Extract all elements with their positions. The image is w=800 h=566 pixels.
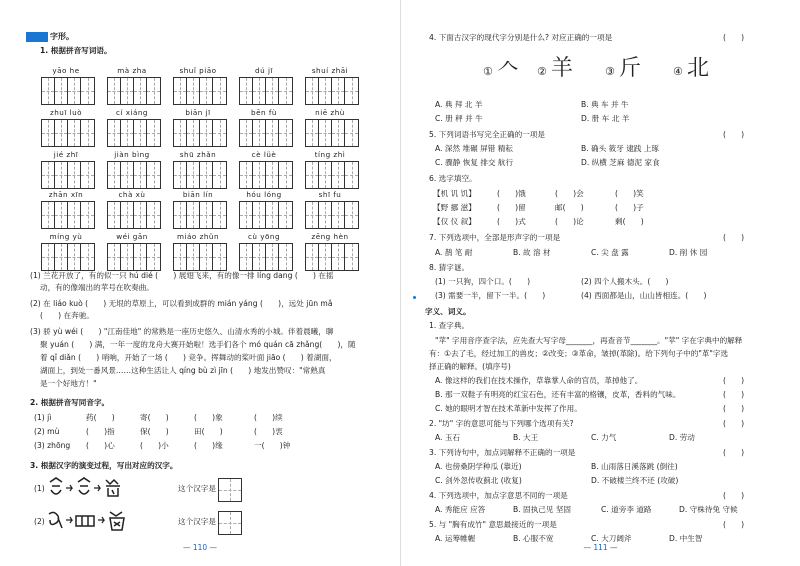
answer-grid[interactable] xyxy=(41,77,95,105)
glyph-number: ③ xyxy=(605,65,615,78)
q5-option-d[interactable]: D. 纵横 芝麻 德泥 家食 xyxy=(581,158,660,167)
answer-grid[interactable] xyxy=(173,161,227,189)
glyph-number: ② xyxy=(537,65,547,78)
s2q5-paren: ( ) xyxy=(723,520,745,529)
q6-blank[interactable]: ( )子 xyxy=(615,203,644,212)
q4-option-a[interactable]: A. 典 拜 北 羊 xyxy=(435,100,483,109)
s2q5-option-d[interactable]: D. 中生智 xyxy=(669,534,703,543)
section2-p2: 有：①去了毛，经过加工的兽皮；②改变；③革命，皱掉(革除)。给下列句子中的"革"字选 xyxy=(429,349,729,358)
section2-item-a-paren[interactable]: ( ) xyxy=(723,376,745,385)
q4-title: 4. 下面古汉字的现代字分别是什么? 对应正确的一项是 xyxy=(429,33,613,42)
answer-grid[interactable] xyxy=(305,119,359,147)
s2q3-option-b[interactable]: B. 山雨落日溪落跳 (倒往) xyxy=(591,462,678,471)
section2-title: 字义、词义。 xyxy=(425,307,471,316)
answer-grid[interactable] xyxy=(239,119,293,147)
q1-fill-p3a: (3) 骄 yù wéi ( ) "江南佳地" 的常熟是一座历史悠久、山清水秀的小城。伴着晨曦，聊 xyxy=(30,327,334,336)
q2-blank[interactable]: 田( ) xyxy=(194,427,223,436)
pinyin-label: bēn fù xyxy=(251,108,277,117)
pinyin-label: jiàn bìng xyxy=(114,150,150,159)
section2-item-b-paren[interactable]: ( ) xyxy=(723,390,745,399)
s2q4-option-b[interactable]: B. 固执己见 坚固 xyxy=(513,505,572,514)
s2q3-option-a[interactable]: A. 也傍桑阴学种瓜 (靠近) xyxy=(435,462,522,471)
answer-grid[interactable] xyxy=(41,119,95,147)
pinyin-label: cè lüè xyxy=(251,150,277,159)
answer-grid[interactable] xyxy=(305,77,359,105)
page-number-right: — 111 — xyxy=(583,543,618,552)
q2-blank[interactable]: 保( ) xyxy=(140,427,169,436)
ancient-glyph: 斤 xyxy=(619,56,642,81)
pinyin-label: niē zhù xyxy=(315,108,345,117)
q2-blank[interactable]: ( )衷 xyxy=(254,427,283,436)
q6-blank[interactable]: 剩( ) xyxy=(615,217,644,226)
answer-grid[interactable] xyxy=(173,243,227,271)
q2-blank[interactable]: ( )续 xyxy=(254,413,283,422)
q6-blank[interactable]: ( )留 xyxy=(497,203,526,212)
q6-char-group: 【野 挪 滋】 xyxy=(433,203,476,212)
answer-grid[interactable] xyxy=(239,243,293,271)
q6-blank[interactable]: ( )饿 xyxy=(497,189,526,198)
q1-fill-p2b: ( ) 在奔驰。 xyxy=(40,311,94,320)
section-dot xyxy=(413,296,416,299)
q6-title: 6. 选字填空。 xyxy=(429,174,477,183)
q1-fill-p3c: 着 qǐ diǎn ( ) 哨响，开始了一场 ( ) 竞争。挥舞动的桨叶面 jiāo ( ) 着湖面， xyxy=(40,353,337,362)
q7-option-a[interactable]: A. 鹊 笔 耐 xyxy=(435,248,473,257)
pinyin-label: wéi gān xyxy=(116,232,148,241)
s2q2-option-b[interactable]: B. 大王 xyxy=(513,433,539,442)
s2q3-title: 3. 下列诗句中，加点词解释不正确的一项是 xyxy=(429,448,576,457)
q3-answer-box-1[interactable] xyxy=(218,478,242,502)
pinyin-label: míng yù xyxy=(49,232,83,241)
q7-option-b[interactable]: B. 故 溶 材 xyxy=(513,248,551,257)
section-title: 字形。 xyxy=(50,32,74,41)
glyph-number: ④ xyxy=(673,65,683,78)
pinyin-label: miáo zhǔn xyxy=(176,232,220,241)
answer-grid[interactable] xyxy=(107,77,161,105)
q3-prompt-1: 这个汉字是 xyxy=(178,484,216,493)
pinyin-label: zēng hèn xyxy=(311,232,349,241)
glyph-number: ① xyxy=(483,65,493,78)
answer-grid[interactable] xyxy=(305,161,359,189)
q3-title: 3. 根据汉字的演变过程，写出对应的汉字。 xyxy=(30,461,178,470)
q2-blank[interactable]: ( )象 xyxy=(194,413,223,422)
s2q5-title: 5. 与 "胸有成竹" 意思最接近的一项是 xyxy=(429,520,557,529)
q1-fill-p3b: 聚 yuán ( ) 满，一年一度的龙舟大赛开始啦！选手们各个 mó quán cā zhǎng( )，随 xyxy=(40,340,356,349)
ancient-glyph: 𠆢 xyxy=(497,56,520,81)
q3-item1-label: (1) xyxy=(34,484,45,493)
q6-char-group: 【仅 仪 叙】 xyxy=(433,217,476,226)
q6-blank[interactable]: 邮( ) xyxy=(555,203,584,212)
s2q2-paren: ( ) xyxy=(723,419,745,428)
s2q3-option-c[interactable]: C. 剑外忽传收蓟北 (收复) xyxy=(435,476,522,485)
pinyin-label: yāo he xyxy=(52,66,80,75)
s2q4-option-a[interactable]: A. 秀能应 应答 xyxy=(435,505,486,514)
section2-item-c: C. 她的眼明才智在技术革新中发挥了作用。 xyxy=(435,404,582,413)
q7-option-c[interactable]: C. 尖 盘 露 xyxy=(591,248,629,257)
q3-answer-box-2[interactable] xyxy=(218,511,242,535)
section2-p1: "苹" 字用音序查字法，应先查大写字母_______，再查音节_______。"苹" 字在字典中的解释 xyxy=(435,336,743,345)
pinyin-label: shī fu xyxy=(318,190,342,199)
q5-paren: ( ) xyxy=(723,130,745,139)
q2-pinyin: (1) jì xyxy=(34,413,52,422)
q7-title: 7. 下列选项中，全部是形声字的一项是 xyxy=(429,233,561,242)
pinyin-label: cí xiáng xyxy=(115,108,148,117)
q2-pinyin: (2) mù xyxy=(34,427,60,436)
s2q3-option-d[interactable]: D. 不破楼兰终不还 (攻破) xyxy=(591,476,679,485)
section2-item-a: A. 像这样的我们在技术操作，草靠掌人命的官员，革掉他了。 xyxy=(435,376,643,385)
q8-title: 8. 猜字谜。 xyxy=(429,263,470,272)
q2-blank[interactable]: ( )小 xyxy=(140,441,169,450)
answer-grid[interactable] xyxy=(41,161,95,189)
pinyin-label: tíng zhì xyxy=(314,150,346,159)
q2-blank[interactable]: 药( ) xyxy=(86,413,115,422)
q6-blank[interactable]: ( )论 xyxy=(555,217,584,226)
pinyin-label: chà xù xyxy=(118,190,146,199)
s2q4-option-c[interactable]: C. 道旁李 道路 xyxy=(601,505,652,514)
q2-blank[interactable]: ( )缘 xyxy=(194,441,223,450)
right-page xyxy=(400,0,800,566)
pinyin-label: shū zhǎn xyxy=(179,150,217,159)
answer-grid[interactable] xyxy=(173,119,227,147)
answer-grid[interactable] xyxy=(239,77,293,105)
section2-p3: 择正确的解释。(填序号) xyxy=(429,362,511,371)
q1-fill-p2a: (2) 在 liáo kuò ( ) 无垠的草原上，可以看到成群的 mián yáng ( )，远处 jūn mǎ xyxy=(30,299,333,308)
s2q2-title: 2. "坊" 字的意思可能与下列哪个选项有关? xyxy=(429,419,574,428)
ancient-glyph: 北 xyxy=(687,56,710,81)
q3-prompt-2: 这个汉字是 xyxy=(178,517,216,526)
q1-fill-p1a: (1) 兰花开放了，有的似一只 hú dié ( ) 展翅飞来，有的像一排 líng dang ( ) 在摇 xyxy=(30,271,334,280)
section2-item-c-paren[interactable]: ( ) xyxy=(723,404,745,413)
s2q5-option-a[interactable]: A. 运筹帷幄 xyxy=(435,534,476,543)
ancient-glyph: 羊 xyxy=(551,56,574,81)
answer-grid[interactable] xyxy=(107,201,161,229)
answer-grid[interactable] xyxy=(41,201,95,229)
answer-grid[interactable] xyxy=(173,201,227,229)
section-tag xyxy=(26,32,48,42)
q4-option-d[interactable]: D. 册 车 北 羊 xyxy=(581,114,630,123)
pinyin-label: hóu lóng xyxy=(246,190,282,199)
q7-paren: ( ) xyxy=(723,233,745,242)
q6-char-group: 【机 讥 饥】 xyxy=(433,189,476,198)
s2q4-title: 4. 下列选项中，加点字意思不同的一项是 xyxy=(429,491,568,500)
q5-option-c[interactable]: C. 骤静 恢复 排交 航行 xyxy=(435,158,514,167)
q4-paren: ( ) xyxy=(723,33,745,42)
q4-option-c[interactable]: C. 册 秤 并 牛 xyxy=(435,114,483,123)
q2-pinyin: (3) zhōng xyxy=(34,441,71,450)
section2-sub: 1. 查字典。 xyxy=(429,321,470,330)
q8-item-3: (3) 需要一半，留下一半。( ) xyxy=(435,291,546,300)
q2-blank[interactable]: ( )指 xyxy=(86,427,115,436)
answer-grid[interactable] xyxy=(107,243,161,271)
q6-blank[interactable]: ( )笑 xyxy=(615,189,644,198)
s2q5-option-c[interactable]: C. 大刀阔斧 xyxy=(591,534,632,543)
q3-evolution-2-glyphs xyxy=(46,508,146,532)
q5-option-a[interactable]: A. 深然 堆碾 屏错 精耘 xyxy=(435,144,513,153)
page-number-left: — 110 — xyxy=(182,543,218,552)
q1-fill-p1b: 动，有的像端出的苹号在吹奏曲。 xyxy=(40,283,154,292)
s2q5-option-b[interactable]: B. 心服不宽 xyxy=(513,534,554,543)
q6-blank[interactable]: ( )式 xyxy=(497,217,526,226)
s2q2-option-a[interactable]: A. 玉石 xyxy=(435,433,461,442)
q7-option-d[interactable]: D. 削 休 园 xyxy=(669,248,708,257)
pinyin-label: dú jī xyxy=(255,66,273,75)
pinyin-label: shuí zhāi xyxy=(311,66,349,75)
q6-blank[interactable]: ( )会 xyxy=(555,189,584,198)
s2q2-option-d[interactable]: D. 劳动 xyxy=(669,433,695,442)
q1-title: 1. 根据拼音写词语。 xyxy=(40,46,112,55)
pinyin-label: zhuī luò xyxy=(49,108,83,117)
answer-grid[interactable] xyxy=(305,201,359,229)
pinyin-label: shuǐ piāo xyxy=(179,66,217,75)
q3-evolution-1-glyphs xyxy=(46,476,146,500)
section2-item-b: B. 那一双鞋子有明亮的红宝石色，还有丰富的格镶，皮革，香料的气味。 xyxy=(435,390,681,399)
q3-item2-label: (2) xyxy=(34,517,45,526)
pinyin-label: mà zha xyxy=(117,66,147,75)
q8-item-4: (4) 西面都是山，山山皆相连。( ) xyxy=(581,291,707,300)
pinyin-label: biān lín xyxy=(182,190,214,199)
answer-grid[interactable] xyxy=(239,161,293,189)
q1-fill-p3e: 是一个好地方！" xyxy=(40,379,97,388)
q8-item-2: (2) 四个人搬木头。( ) xyxy=(581,277,669,286)
pinyin-label: zhān xīn xyxy=(48,190,84,199)
q2-title: 2. 根据拼音写同音字。 xyxy=(30,398,110,407)
pinyin-label: jié zhī xyxy=(53,150,79,159)
answer-grid[interactable] xyxy=(41,243,95,271)
answer-grid[interactable] xyxy=(107,161,161,189)
q5-title: 5. 下列词语书写完全正确的一项是 xyxy=(429,130,545,139)
q5-option-b[interactable]: B. 确头 筱牙 逮践 上琢 xyxy=(581,144,660,153)
q2-blank[interactable]: 一( )钟 xyxy=(254,441,291,450)
q1-fill-p3d: 湖面上，到处一番风景……这种生活让人 qíng bù zì jīn ( ) 地发出赞叹："常熟真 xyxy=(40,366,326,375)
pinyin-label: biān jī xyxy=(185,108,211,117)
answer-grid[interactable] xyxy=(173,77,227,105)
answer-grid[interactable] xyxy=(239,201,293,229)
answer-grid[interactable] xyxy=(305,243,359,271)
q4-option-b[interactable]: B. 典 车 并 牛 xyxy=(581,100,629,109)
s2q2-option-c[interactable]: C. 力气 xyxy=(591,433,617,442)
s2q3-paren: ( ) xyxy=(723,448,745,457)
s2q4-option-d[interactable]: D. 守株待兔 守候 xyxy=(679,505,738,514)
q2-blank[interactable]: 寄( ) xyxy=(140,413,169,422)
q2-blank[interactable]: ( )心 xyxy=(86,441,115,450)
answer-grid[interactable] xyxy=(107,119,161,147)
q8-item-1: (1) 一只狗，四个口。( ) xyxy=(435,277,531,286)
s2q4-paren: ( ) xyxy=(723,491,745,500)
pinyin-label: cù yōng xyxy=(247,232,281,241)
